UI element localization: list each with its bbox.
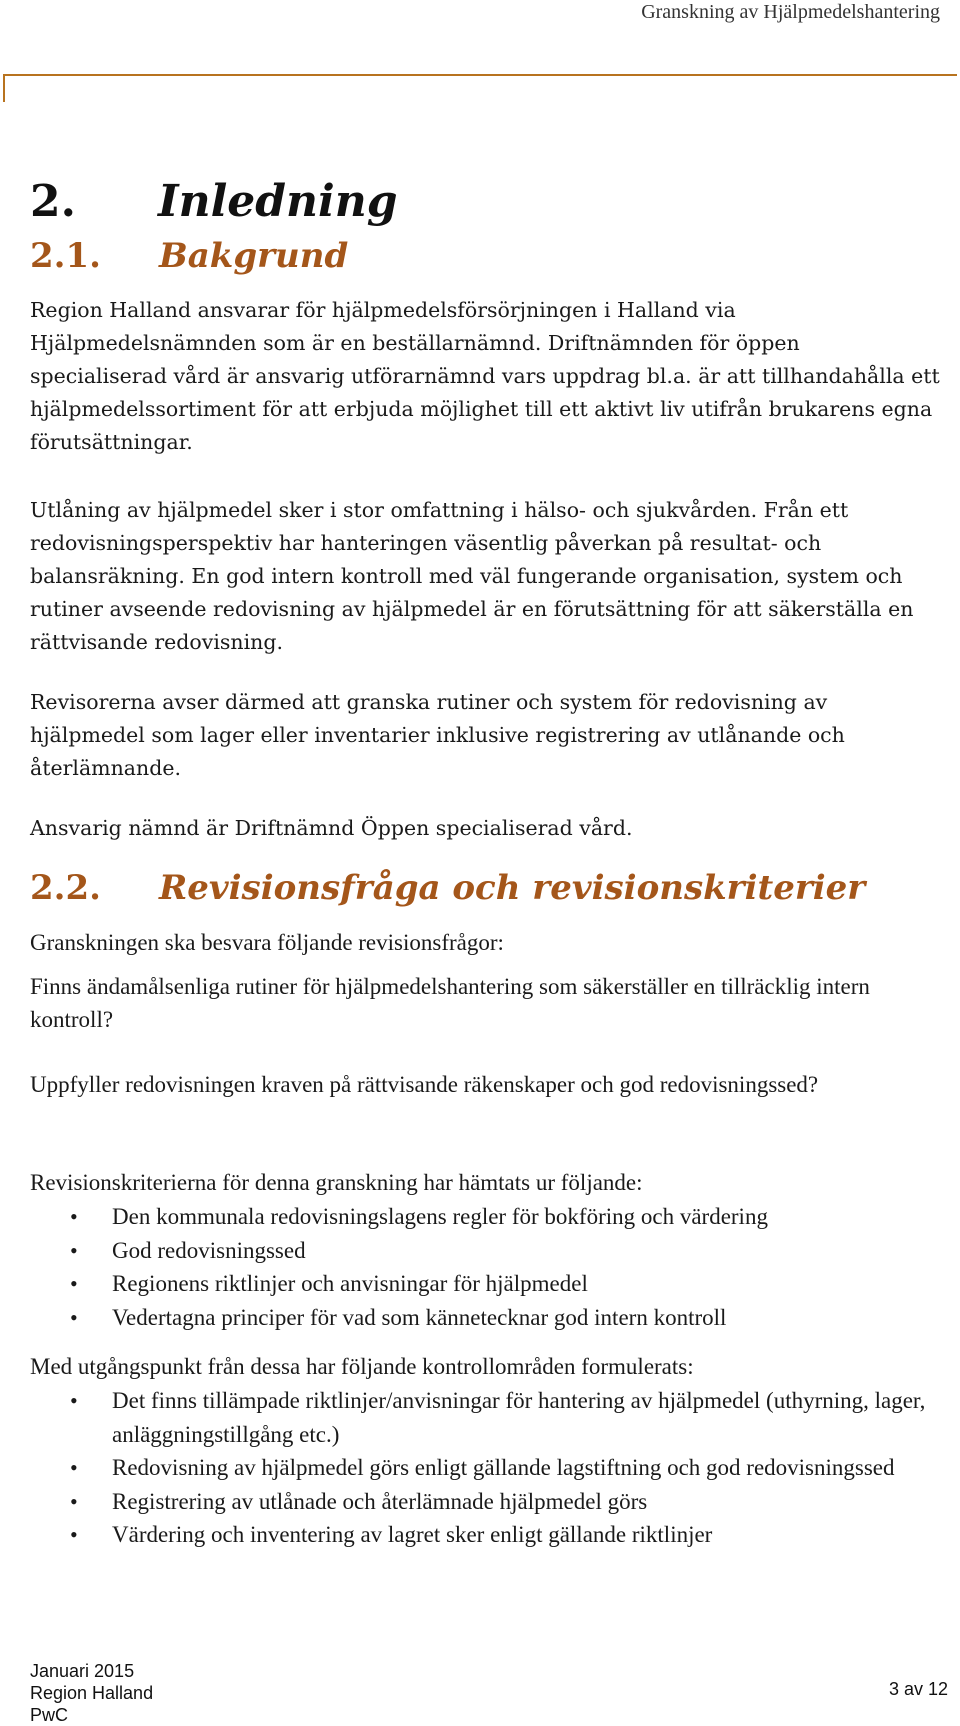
- subsection-number: 2.1.: [30, 236, 101, 276]
- running-header: Granskning av Hjälpmedelshantering: [641, 1, 940, 23]
- paragraph-bakgrund-1: Region Halland ansvarar för hjälpmedelsförsörjningen i Halland via Hjälpmedelsnämnden som är en beställarnämnd. Driftnämnden för öppen specialiserad vård är ansvarig utförarnämnd vars uppdrag bl.a. är att tillhandahålla ett hjälpmedelssortiment för att erbjuda möjlighet till ett aktivt liv utifrån brukarens egna förutsättningar.: [30, 298, 940, 454]
- revision-intro: Granskningen ska besvara följande revisionsfrågor:: [30, 930, 504, 955]
- control-intro: Med utgångspunkt från dessa har följande kontrollområden formulerats:: [30, 1354, 694, 1379]
- paragraph-bakgrund-2: Utlåning av hjälpmedel sker i stor omfattning i hälso- och sjukvården. Från ett redovisningsperspektiv har hanteringen väsentlig påverkan på resultat- och balansräkning. En god intern kontroll med väl fungerande organisation, system och rutiner avseende redovisning av hjälpmedel är en förutsättning för att säkerställa en rättvisande redovisning.: [30, 498, 914, 654]
- paragraph-bakgrund-4: Ansvarig nämnd är Driftnämnd Öppen specialiserad vård.: [30, 816, 633, 840]
- criteria-list: [30, 1200, 940, 1334]
- footer-firm: PwC: [30, 1705, 69, 1725]
- header-rule: [3, 74, 957, 76]
- list-item: • Värdering och inventering av lagret sker enligt gällande riktlinjer: [30, 1518, 940, 1552]
- subsection-heading-revisionsfraga: [30, 868, 865, 908]
- subsection-number: 2.2.: [30, 868, 101, 908]
- section-number: 2.: [30, 176, 76, 227]
- criteria-intro: Revisionskriterierna för denna granskning har hämtats ur följande:: [30, 1170, 643, 1195]
- subsection-heading-bakgrund: [30, 236, 348, 276]
- footer-client: Region Halland: [30, 1683, 154, 1703]
- subsection-title: Revisionsfråga och revisionskriterier: [159, 868, 866, 908]
- footer: [30, 1660, 153, 1726]
- list-item: • Vedertagna principer för vad som kännetecknar god intern kontroll: [30, 1301, 940, 1335]
- revision-question-2: Uppfyller redovisningen kraven på rättvisande räkenskaper och god redovisningssed?: [30, 1072, 819, 1097]
- list-item: • Registrering av utlånade och återlämnade hjälpmedel görs: [30, 1485, 940, 1519]
- list-item: • Regionens riktlinjer och anvisningar för hjälpmedel: [30, 1267, 940, 1301]
- section-title: Inledning: [158, 176, 398, 227]
- section-heading: [30, 176, 398, 227]
- list-item: • Redovisning av hjälpmedel görs enligt gällande lagstiftning och god redovisningssed: [30, 1451, 940, 1485]
- page-number: 3 av 12: [888, 1679, 948, 1699]
- footer-date: Januari 2015: [30, 1661, 135, 1681]
- control-areas-list: [30, 1384, 940, 1552]
- subsection-title: Bakgrund: [159, 236, 349, 276]
- list-item: • Den kommunala redovisningslagens regler för bokföring och värdering: [30, 1200, 940, 1234]
- header-rule-tick: [3, 74, 5, 102]
- list-item: • God redovisningssed: [30, 1234, 940, 1268]
- revision-question-1: Finns ändamålsenliga rutiner för hjälpmedelshantering som säkerställer en tillräcklig intern kontroll?: [30, 974, 870, 1032]
- paragraph-bakgrund-3: Revisorerna avser därmed att granska rutiner och system för redovisning av hjälpmedel som lager eller inventarier inklusive registrering av utlånande och återlämnande.: [30, 690, 845, 780]
- list-item: • Det finns tillämpade riktlinjer/anvisningar för hantering av hjälpmedel (uthyrning, lager, anläggningstillgång etc.): [30, 1384, 940, 1451]
